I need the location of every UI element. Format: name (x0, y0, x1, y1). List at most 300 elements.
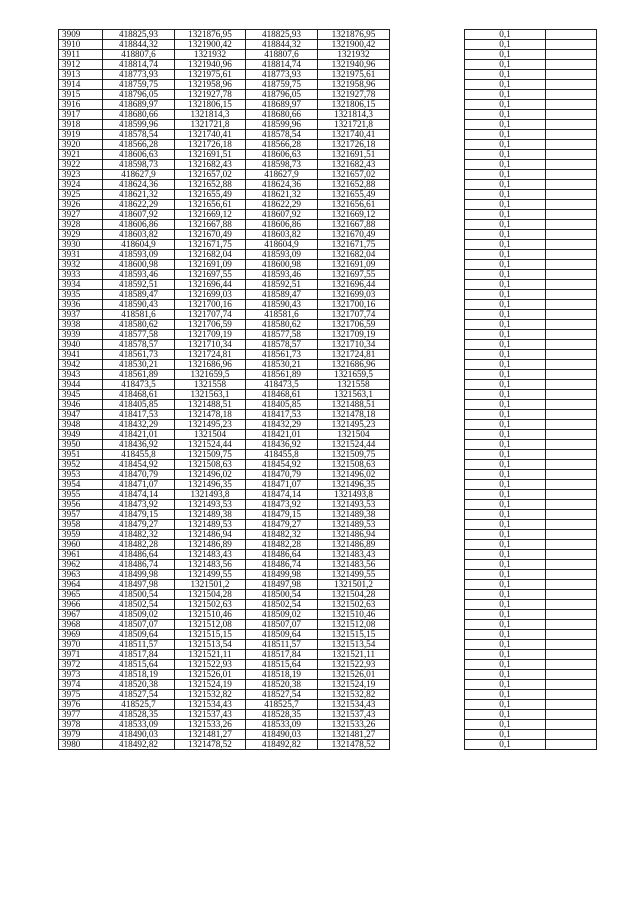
x-coordinate-2-cell: 418474,14 (246, 490, 318, 500)
x-coordinate-cell: 418470,79 (103, 470, 175, 480)
spacer-cell (390, 730, 465, 740)
y-coordinate-2-cell: 1321806,15 (318, 100, 390, 110)
empty-cell (546, 440, 597, 450)
point-number-cell: 3929 (59, 230, 103, 240)
table-row (59, 350, 597, 360)
spacer-cell (390, 590, 465, 600)
empty-cell (546, 140, 597, 150)
spacer-cell (390, 570, 465, 580)
table-row (59, 610, 597, 620)
value-cell: 0,1 (465, 230, 546, 240)
value-cell: 0,1 (465, 160, 546, 170)
y-coordinate-2-cell: 1321522,93 (318, 660, 390, 670)
point-number-cell: 3979 (59, 730, 103, 740)
x-coordinate-cell: 418844,32 (103, 40, 175, 50)
y-coordinate-2-cell: 1321656,61 (318, 200, 390, 210)
value-cell: 0,1 (465, 530, 546, 540)
table-row (59, 540, 597, 550)
empty-cell (546, 100, 597, 110)
table-row (59, 490, 597, 500)
x-coordinate-cell: 418486,64 (103, 550, 175, 560)
point-number-cell: 3938 (59, 320, 103, 330)
y-coordinate-cell: 1321510,46 (175, 610, 246, 620)
point-number-cell: 3973 (59, 670, 103, 680)
y-coordinate-2-cell: 1321682,43 (318, 160, 390, 170)
table-row (59, 120, 597, 130)
x-coordinate-2-cell: 418468,61 (246, 390, 318, 400)
x-coordinate-2-cell: 418473,5 (246, 380, 318, 390)
coordinates-table-body (59, 30, 597, 750)
x-coordinate-2-cell: 418759,75 (246, 80, 318, 90)
value-cell: 0,1 (465, 290, 546, 300)
spacer-cell (390, 310, 465, 320)
empty-cell (546, 680, 597, 690)
y-coordinate-2-cell: 1321526,01 (318, 670, 390, 680)
spacer-cell (390, 120, 465, 130)
x-coordinate-cell: 418454,92 (103, 460, 175, 470)
value-cell: 0,1 (465, 60, 546, 70)
empty-cell (546, 710, 597, 720)
x-coordinate-2-cell: 418511,57 (246, 640, 318, 650)
empty-cell (546, 150, 597, 160)
spacer-cell (390, 580, 465, 590)
y-coordinate-2-cell: 1321533,26 (318, 720, 390, 730)
x-coordinate-2-cell: 418479,27 (246, 520, 318, 530)
y-coordinate-cell: 1321657,02 (175, 170, 246, 180)
y-coordinate-2-cell: 1321669,12 (318, 210, 390, 220)
x-coordinate-cell: 418759,75 (103, 80, 175, 90)
y-coordinate-cell: 1321534,43 (175, 700, 246, 710)
value-cell: 0,1 (465, 480, 546, 490)
x-coordinate-cell: 418593,46 (103, 270, 175, 280)
table-row (59, 420, 597, 430)
spacer-cell (390, 450, 465, 460)
value-cell: 0,1 (465, 390, 546, 400)
x-coordinate-cell: 418590,43 (103, 300, 175, 310)
table-row (59, 240, 597, 250)
x-coordinate-cell: 418607,92 (103, 210, 175, 220)
y-coordinate-cell: 1321652,88 (175, 180, 246, 190)
spacer-cell (390, 110, 465, 120)
y-coordinate-cell: 1321504,28 (175, 590, 246, 600)
y-coordinate-cell: 1321522,93 (175, 660, 246, 670)
x-coordinate-cell: 418474,14 (103, 490, 175, 500)
empty-cell (546, 720, 597, 730)
y-coordinate-cell: 1321558 (175, 380, 246, 390)
y-coordinate-cell: 1321488,51 (175, 400, 246, 410)
spacer-cell (390, 180, 465, 190)
empty-cell (546, 650, 597, 660)
point-number-cell: 3946 (59, 400, 103, 410)
y-coordinate-cell: 1321537,43 (175, 710, 246, 720)
y-coordinate-cell: 1321707,74 (175, 310, 246, 320)
value-cell: 0,1 (465, 280, 546, 290)
table-row (59, 280, 597, 290)
table-row (59, 130, 597, 140)
empty-cell (546, 80, 597, 90)
point-number-cell: 3927 (59, 210, 103, 220)
y-coordinate-cell: 1321524,19 (175, 680, 246, 690)
y-coordinate-2-cell: 1321513,54 (318, 640, 390, 650)
point-number-cell: 3958 (59, 520, 103, 530)
table-row (59, 570, 597, 580)
point-number-cell: 3952 (59, 460, 103, 470)
spacer-cell (390, 330, 465, 340)
y-coordinate-cell: 1321481,27 (175, 730, 246, 740)
x-coordinate-2-cell: 418454,92 (246, 460, 318, 470)
point-number-cell: 3919 (59, 130, 103, 140)
point-number-cell: 3954 (59, 480, 103, 490)
table-row (59, 430, 597, 440)
y-coordinate-2-cell: 1321707,74 (318, 310, 390, 320)
y-coordinate-cell: 1321682,04 (175, 250, 246, 260)
empty-cell (546, 320, 597, 330)
y-coordinate-cell: 1321927,78 (175, 90, 246, 100)
empty-cell (546, 250, 597, 260)
table-row (59, 100, 597, 110)
y-coordinate-cell: 1321691,51 (175, 150, 246, 160)
value-cell: 0,1 (465, 540, 546, 550)
point-number-cell: 3956 (59, 500, 103, 510)
empty-cell (546, 360, 597, 370)
empty-cell (546, 580, 597, 590)
spacer-cell (390, 100, 465, 110)
y-coordinate-2-cell: 1321532,82 (318, 690, 390, 700)
y-coordinate-2-cell: 1321958,96 (318, 80, 390, 90)
x-coordinate-cell: 418603,82 (103, 230, 175, 240)
y-coordinate-2-cell: 1321932 (318, 50, 390, 60)
x-coordinate-cell: 418561,73 (103, 350, 175, 360)
point-number-cell: 3918 (59, 120, 103, 130)
x-coordinate-2-cell: 418578,57 (246, 340, 318, 350)
table-row (59, 380, 597, 390)
table-row (59, 200, 597, 210)
point-number-cell: 3931 (59, 250, 103, 260)
spacer-cell (390, 370, 465, 380)
x-coordinate-cell: 418599,96 (103, 120, 175, 130)
table-row (59, 730, 597, 740)
x-coordinate-cell: 418471,07 (103, 480, 175, 490)
value-cell: 0,1 (465, 720, 546, 730)
y-coordinate-cell: 1321655,49 (175, 190, 246, 200)
value-cell: 0,1 (465, 610, 546, 620)
spacer-cell (390, 650, 465, 660)
x-coordinate-2-cell: 418515,64 (246, 660, 318, 670)
spacer-cell (390, 90, 465, 100)
y-coordinate-2-cell: 1321502,63 (318, 600, 390, 610)
table-row (59, 360, 597, 370)
x-coordinate-cell: 418518,19 (103, 670, 175, 680)
point-number-cell: 3962 (59, 560, 103, 570)
spacer-cell (390, 670, 465, 680)
x-coordinate-cell: 418490,03 (103, 730, 175, 740)
table-row (59, 290, 597, 300)
x-coordinate-cell: 418525,7 (103, 700, 175, 710)
empty-cell (546, 40, 597, 50)
x-coordinate-cell: 418473,92 (103, 500, 175, 510)
spacer-cell (390, 680, 465, 690)
x-coordinate-2-cell: 418421,01 (246, 430, 318, 440)
spacer-cell (390, 640, 465, 650)
point-number-cell: 3915 (59, 90, 103, 100)
empty-cell (546, 420, 597, 430)
x-coordinate-cell: 418482,32 (103, 530, 175, 540)
x-coordinate-2-cell: 418593,09 (246, 250, 318, 260)
x-coordinate-2-cell: 418518,19 (246, 670, 318, 680)
point-number-cell: 3966 (59, 600, 103, 610)
y-coordinate-2-cell: 1321488,51 (318, 400, 390, 410)
spacer-cell (390, 500, 465, 510)
x-coordinate-2-cell: 418581,6 (246, 310, 318, 320)
x-coordinate-2-cell: 418470,79 (246, 470, 318, 480)
y-coordinate-cell: 1321706,59 (175, 320, 246, 330)
empty-cell (546, 590, 597, 600)
table-row (59, 590, 597, 600)
y-coordinate-2-cell: 1321493,8 (318, 490, 390, 500)
y-coordinate-2-cell: 1321558 (318, 380, 390, 390)
spacer-cell (390, 280, 465, 290)
x-coordinate-cell: 418497,98 (103, 580, 175, 590)
x-coordinate-cell: 418479,15 (103, 510, 175, 520)
x-coordinate-2-cell: 418492,82 (246, 740, 318, 750)
y-coordinate-2-cell: 1321670,49 (318, 230, 390, 240)
spacer-cell (390, 140, 465, 150)
x-coordinate-cell: 418561,89 (103, 370, 175, 380)
y-coordinate-cell: 1321669,12 (175, 210, 246, 220)
empty-cell (546, 570, 597, 580)
y-coordinate-cell: 1321495,23 (175, 420, 246, 430)
x-coordinate-cell: 418520,38 (103, 680, 175, 690)
table-row (59, 440, 597, 450)
empty-cell (546, 370, 597, 380)
value-cell: 0,1 (465, 350, 546, 360)
value-cell: 0,1 (465, 150, 546, 160)
y-coordinate-cell: 1321691,09 (175, 260, 246, 270)
y-coordinate-cell: 1321499,55 (175, 570, 246, 580)
empty-cell (546, 450, 597, 460)
value-cell: 0,1 (465, 200, 546, 210)
y-coordinate-2-cell: 1321700,16 (318, 300, 390, 310)
table-row (59, 220, 597, 230)
spacer-cell (390, 410, 465, 420)
spacer-cell (390, 510, 465, 520)
x-coordinate-cell: 418473,5 (103, 380, 175, 390)
x-coordinate-2-cell: 418471,07 (246, 480, 318, 490)
y-coordinate-2-cell: 1321508,63 (318, 460, 390, 470)
x-coordinate-2-cell: 418482,28 (246, 540, 318, 550)
spacer-cell (390, 210, 465, 220)
value-cell: 0,1 (465, 700, 546, 710)
y-coordinate-cell: 1321533,26 (175, 720, 246, 730)
x-coordinate-2-cell: 418417,53 (246, 410, 318, 420)
table-row (59, 210, 597, 220)
spacer-cell (390, 490, 465, 500)
table-row (59, 580, 597, 590)
point-number-cell: 3971 (59, 650, 103, 660)
x-coordinate-2-cell: 418580,62 (246, 320, 318, 330)
spacer-cell (390, 190, 465, 200)
x-coordinate-cell: 418606,86 (103, 220, 175, 230)
table-row (59, 330, 597, 340)
table-row (59, 320, 597, 330)
point-number-cell: 3920 (59, 140, 103, 150)
x-coordinate-cell: 418600,98 (103, 260, 175, 270)
x-coordinate-cell: 418509,02 (103, 610, 175, 620)
point-number-cell: 3925 (59, 190, 103, 200)
y-coordinate-2-cell: 1321696,44 (318, 280, 390, 290)
y-coordinate-2-cell: 1321655,49 (318, 190, 390, 200)
y-coordinate-2-cell: 1321496,35 (318, 480, 390, 490)
value-cell: 0,1 (465, 380, 546, 390)
empty-cell (546, 690, 597, 700)
spacer-cell (390, 460, 465, 470)
x-coordinate-2-cell: 418566,28 (246, 140, 318, 150)
value-cell: 0,1 (465, 90, 546, 100)
table-row (59, 80, 597, 90)
empty-cell (546, 120, 597, 130)
x-coordinate-cell: 418606,63 (103, 150, 175, 160)
point-number-cell: 3953 (59, 470, 103, 480)
table-row (59, 410, 597, 420)
value-cell: 0,1 (465, 210, 546, 220)
empty-cell (546, 740, 597, 750)
spacer-cell (390, 80, 465, 90)
y-coordinate-cell: 1321726,18 (175, 140, 246, 150)
table-row (59, 460, 597, 470)
x-coordinate-2-cell: 418680,66 (246, 110, 318, 120)
spacer-cell (390, 130, 465, 140)
table-row (59, 720, 597, 730)
y-coordinate-cell: 1321671,75 (175, 240, 246, 250)
x-coordinate-cell: 418589,47 (103, 290, 175, 300)
spacer-cell (390, 200, 465, 210)
table-row (59, 90, 597, 100)
point-number-cell: 3949 (59, 430, 103, 440)
y-coordinate-cell: 1321502,63 (175, 600, 246, 610)
empty-cell (546, 170, 597, 180)
value-cell: 0,1 (465, 580, 546, 590)
empty-cell (546, 600, 597, 610)
y-coordinate-2-cell: 1321501,2 (318, 580, 390, 590)
y-coordinate-2-cell: 1321496,02 (318, 470, 390, 480)
empty-cell (546, 620, 597, 630)
value-cell: 0,1 (465, 110, 546, 120)
point-number-cell: 3926 (59, 200, 103, 210)
x-coordinate-cell: 418436,92 (103, 440, 175, 450)
y-coordinate-2-cell: 1321515,15 (318, 630, 390, 640)
x-coordinate-2-cell: 418525,7 (246, 700, 318, 710)
y-coordinate-cell: 1321504 (175, 430, 246, 440)
x-coordinate-cell: 418773,93 (103, 70, 175, 80)
x-coordinate-cell: 418604,9 (103, 240, 175, 250)
x-coordinate-2-cell: 418561,73 (246, 350, 318, 360)
spacer-cell (390, 630, 465, 640)
table-row (59, 560, 597, 570)
value-cell: 0,1 (465, 640, 546, 650)
y-coordinate-cell: 1321496,02 (175, 470, 246, 480)
value-cell: 0,1 (465, 710, 546, 720)
y-coordinate-cell: 1321740,41 (175, 130, 246, 140)
x-coordinate-2-cell: 418844,32 (246, 40, 318, 50)
x-coordinate-cell: 418479,27 (103, 520, 175, 530)
point-number-cell: 3940 (59, 340, 103, 350)
point-number-cell: 3941 (59, 350, 103, 360)
empty-cell (546, 630, 597, 640)
x-coordinate-cell: 418578,57 (103, 340, 175, 350)
y-coordinate-cell: 1321670,49 (175, 230, 246, 240)
spacer-cell (390, 270, 465, 280)
value-cell: 0,1 (465, 520, 546, 530)
table-row (59, 600, 597, 610)
table-row (59, 660, 597, 670)
x-coordinate-cell: 418417,53 (103, 410, 175, 420)
y-coordinate-2-cell: 1321481,27 (318, 730, 390, 740)
value-cell: 0,1 (465, 740, 546, 750)
x-coordinate-2-cell: 418432,29 (246, 420, 318, 430)
x-coordinate-cell: 418825,93 (103, 30, 175, 40)
y-coordinate-2-cell: 1321659,5 (318, 370, 390, 380)
y-coordinate-2-cell: 1321499,55 (318, 570, 390, 580)
y-coordinate-2-cell: 1321512,08 (318, 620, 390, 630)
empty-cell (546, 390, 597, 400)
spacer-cell (390, 390, 465, 400)
point-number-cell: 3909 (59, 30, 103, 40)
empty-cell (546, 260, 597, 270)
y-coordinate-cell: 1321667,88 (175, 220, 246, 230)
y-coordinate-cell: 1321486,94 (175, 530, 246, 540)
table-row (59, 270, 597, 280)
y-coordinate-cell: 1321932 (175, 50, 246, 60)
point-number-cell: 3911 (59, 50, 103, 60)
empty-cell (546, 130, 597, 140)
x-coordinate-cell: 418502,54 (103, 600, 175, 610)
table-row (59, 110, 597, 120)
spacer-cell (390, 400, 465, 410)
point-number-cell: 3914 (59, 80, 103, 90)
table-row (59, 680, 597, 690)
spacer-cell (390, 540, 465, 550)
y-coordinate-2-cell: 1321524,19 (318, 680, 390, 690)
y-coordinate-2-cell: 1321724,81 (318, 350, 390, 360)
x-coordinate-2-cell: 418592,51 (246, 280, 318, 290)
y-coordinate-cell: 1321521,11 (175, 650, 246, 660)
x-coordinate-2-cell: 418561,89 (246, 370, 318, 380)
spacer-cell (390, 60, 465, 70)
spacer-cell (390, 700, 465, 710)
y-coordinate-cell: 1321524,44 (175, 440, 246, 450)
x-coordinate-cell: 418421,01 (103, 430, 175, 440)
point-number-cell: 3912 (59, 60, 103, 70)
table-row (59, 50, 597, 60)
table-row (59, 250, 597, 260)
point-number-cell: 3951 (59, 450, 103, 460)
y-coordinate-cell: 1321814,3 (175, 110, 246, 120)
point-number-cell: 3916 (59, 100, 103, 110)
y-coordinate-2-cell: 1321721,8 (318, 120, 390, 130)
spacer-cell (390, 70, 465, 80)
table-row (59, 450, 597, 460)
table-row (59, 310, 597, 320)
y-coordinate-2-cell: 1321691,09 (318, 260, 390, 270)
table-row (59, 30, 597, 40)
empty-cell (546, 30, 597, 40)
value-cell: 0,1 (465, 260, 546, 270)
value-cell: 0,1 (465, 690, 546, 700)
x-coordinate-cell: 418527,54 (103, 690, 175, 700)
spacer-cell (390, 170, 465, 180)
value-cell: 0,1 (465, 270, 546, 280)
x-coordinate-2-cell: 418517,84 (246, 650, 318, 660)
